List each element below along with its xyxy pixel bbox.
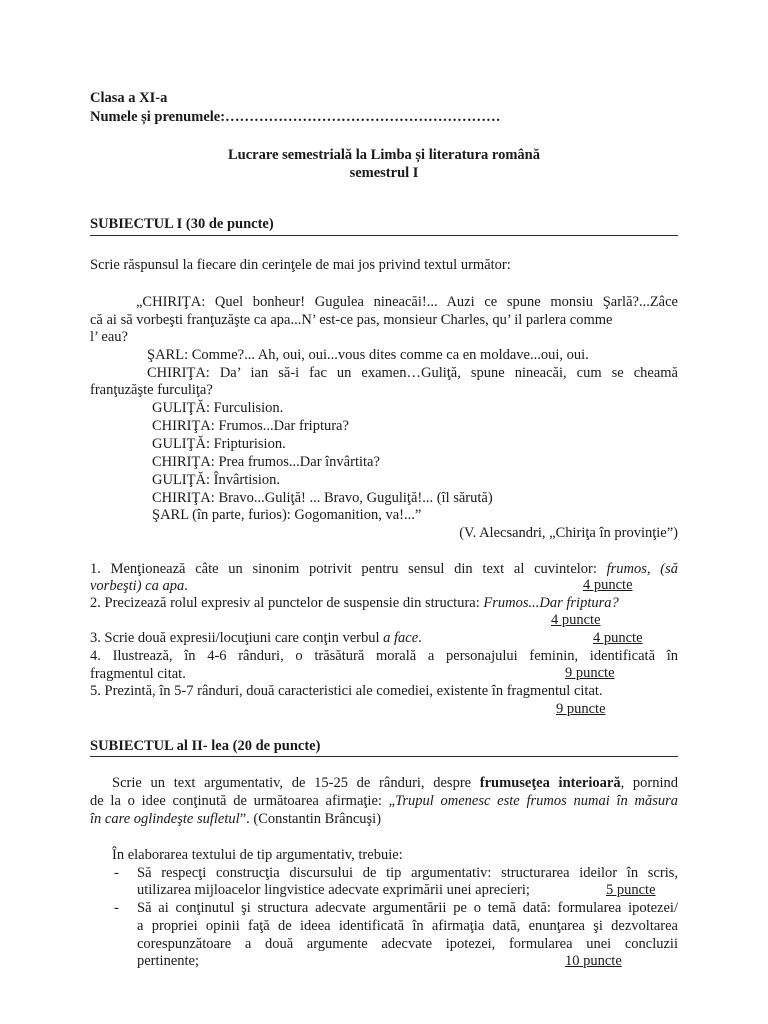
excerpt-line-1: „CHIRIŢA: Quel bonheur! Gugulea nineacăi!... Auzi ce spune monsiu Şarlă?...Zâce — [136, 294, 678, 310]
question-5-points: 9 puncte — [556, 701, 606, 717]
question-2: 2. Precizează rolul expresiv al punctelor de suspensie din structura: Frumos...Dar friptura? — [90, 595, 619, 611]
dialogue-line: GULIŢĂ: Învârtision. — [152, 472, 281, 488]
question-5: 5. Prezintă, în 5-7 rânduri, două caracteristici ale comediei, existente în fragmentul citat. — [90, 683, 603, 699]
question-4-line-2: fragmentul citat. — [90, 666, 186, 682]
subject2-heading: SUBIECTUL al II- lea (20 de puncte) — [90, 738, 321, 754]
excerpt-line-3: l’ eau? — [90, 329, 128, 345]
requirement-2-line-4: pertinente; — [137, 953, 200, 969]
question-4-points: 9 puncte — [565, 665, 615, 681]
name-dots: ………………………………………………… — [225, 109, 501, 125]
question-1-line-1: 1. Menţionează câte un sinonim potrivit pentru sensul din text al cuvintelor: frumos, (să — [90, 561, 679, 577]
requirement-2-points: 10 puncte — [565, 953, 622, 969]
requirements-intro: În elaborarea textului de tip argumentativ, trebuie: — [112, 847, 403, 863]
question-2-points: 4 puncte — [551, 612, 601, 628]
class-label: Clasa a XI-a — [90, 90, 168, 106]
requirement-1-bullet: - — [114, 865, 119, 881]
subject1-heading: SUBIECTUL I (30 de puncte) — [90, 216, 274, 232]
subject1-rule — [90, 235, 678, 236]
dialogue-line: ŞARL (în parte, furios): Gogomanition, va!...” — [152, 507, 422, 523]
excerpt-source: (V. Alecsandri, „Chiriţa în provinţie”) — [459, 525, 678, 541]
question-1-points: 4 puncte — [583, 577, 633, 593]
question-3: 3. Scrie două expresii/locuţiuni care conţin verbul a face. — [90, 630, 422, 646]
question-1-line-2: vorbeşti) ca apa. — [90, 578, 188, 594]
excerpt-line-2: că ai să vorbeşti franţuzăşte ca apa...N’ est-ce pas, monsieur Charles, qu’ il parlera comme — [90, 312, 613, 328]
question-4-line-1: 4. Ilustrează, în 4-6 rânduri, o trăsătură morală a personajului feminin, identificată în — [90, 648, 678, 664]
dialogue-line: CHIRIŢA: Frumos...Dar friptura? — [152, 418, 349, 434]
document-title: Lucrare semestrială la Limba și literatura română — [228, 147, 540, 163]
requirement-1-line-2: utilizarea mijloacelor lingvistice adecvate exprimării unei aprecieri; — [137, 882, 530, 898]
requirement-2-line-3: corespunzătoare a două argumente adecvate ipotezei, formularea unei concluzii — [137, 936, 678, 952]
requirement-2-line-1: Să ai conţinutul şi structura adecvate argumentării pe o temă dată: formularea ipotezei/ — [137, 900, 678, 916]
dialogue-line: CHIRIŢA: Prea frumos...Dar învârtita? — [152, 454, 380, 470]
excerpt-line-4: ŞARL: Comme?... Ah, oui, oui...vous dites comme ca en moldave...oui, oui. — [147, 347, 589, 363]
requirement-1-line-1: Să respecţi construcţia discursului de tip argumentativ: structurarea ideilor în scris, — [137, 865, 678, 881]
subject1-instruction: Scrie răspunsul la fiecare din cerinţele de mai jos privind textul următor: — [90, 257, 511, 273]
excerpt-line-5: CHIRIŢA: Da’ ian să-i fac un examen…Guliţă, spune nineacăi, cum se cheamă — [147, 365, 678, 381]
excerpt-line-6: franţuzăşte furculiţa? — [90, 382, 213, 398]
document-subtitle: semestrul I — [349, 165, 419, 181]
question-3-points: 4 puncte — [593, 630, 643, 646]
dialogue-line: GULIŢĂ: Fripturision. — [152, 436, 286, 452]
dialogue-line: GULIŢĂ: Furculision. — [152, 400, 284, 416]
subject2-prompt-line-2: de la o idee conţinută de următoarea afirmaţie: „Trupul omenesc este frumos numai în măsura — [90, 793, 678, 809]
subject2-prompt-line-3: în care oglindeşte sufletul”. (Constantin Brâncuşi) — [90, 811, 382, 827]
subject2-rule — [90, 756, 678, 757]
name-label: Numele și prenumele: — [90, 109, 226, 125]
dialogue-line: CHIRIŢA: Bravo...Guliţă! ... Bravo, Guguliţă!... (îl sărută) — [152, 490, 493, 506]
subject2-prompt-line-1: Scrie un text argumentativ, de 15-25 de rânduri, despre frumuseţea interioară, pornind — [112, 775, 679, 791]
requirement-1-points: 5 puncte — [606, 882, 656, 898]
requirement-2-line-2: a propriei opinii faţă de ideea identificată în afirmaţia dată, enunţarea şi dezvoltarea — [137, 918, 678, 934]
name-field — [90, 108, 501, 126]
requirement-2-bullet: - — [114, 900, 119, 916]
